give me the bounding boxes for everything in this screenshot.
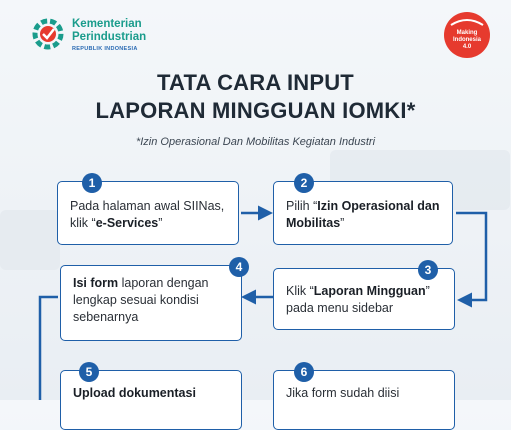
logo-subtitle: REPUBLIK INDONESIA <box>72 46 138 52</box>
step-text: Pilih “ <box>286 199 318 213</box>
step-card-5 <box>60 365 242 430</box>
step-number-2: 2 <box>294 173 314 193</box>
badge-line3: 4.0 <box>462 44 472 50</box>
step-bold-text: Upload dokumentasi <box>73 386 196 400</box>
step-number-5: 5 <box>79 362 99 382</box>
page-title-line1: TATA CARA INPUT <box>157 70 354 95</box>
step-card-3 <box>273 263 455 330</box>
logo-title-line2: Perindustrian <box>72 31 147 43</box>
page-title-line2: LAPORAN MINGGUAN IOMKI* <box>95 98 416 123</box>
step-bold-text: Laporan Mingguan <box>313 284 426 298</box>
step-text: Pada halaman awal SIINas, klik “ <box>70 199 225 230</box>
step-card-2 <box>273 176 453 245</box>
step-number-4: 4 <box>229 257 249 277</box>
arrow-2-to-3 <box>456 213 486 300</box>
step-bold-text: e-Services <box>95 216 159 230</box>
page-subtitle: *Izin Operasional Dan Mobilitas Kegiatan Industri <box>135 136 376 148</box>
step-text: Klik “ <box>286 284 314 298</box>
step-number-1: 1 <box>82 173 102 193</box>
step-bold-text: Isi form <box>73 276 119 290</box>
badge-line2: Indonesia <box>452 37 481 43</box>
step-text: laporan dengan lengkap sesuai kondisi sebenarnya <box>73 276 209 324</box>
step-card-4 <box>60 260 243 341</box>
step-number-3: 3 <box>418 260 438 280</box>
step-text: ” <box>158 216 163 230</box>
step-card-1 <box>57 176 239 245</box>
step-text: ” <box>340 216 345 230</box>
step-text: Jika form sudah diisi <box>286 386 400 400</box>
step-card-6 <box>273 365 455 430</box>
step-text: ” pada menu sidebar <box>286 284 430 315</box>
badge-line1: Making <box>456 30 478 36</box>
step-bold-text: Izin Operasional dan Mobilitas <box>286 199 440 230</box>
step-number-6: 6 <box>294 362 314 382</box>
logo-title-line1: Kementerian <box>72 18 142 30</box>
arrow-4-to-5 <box>40 297 58 400</box>
